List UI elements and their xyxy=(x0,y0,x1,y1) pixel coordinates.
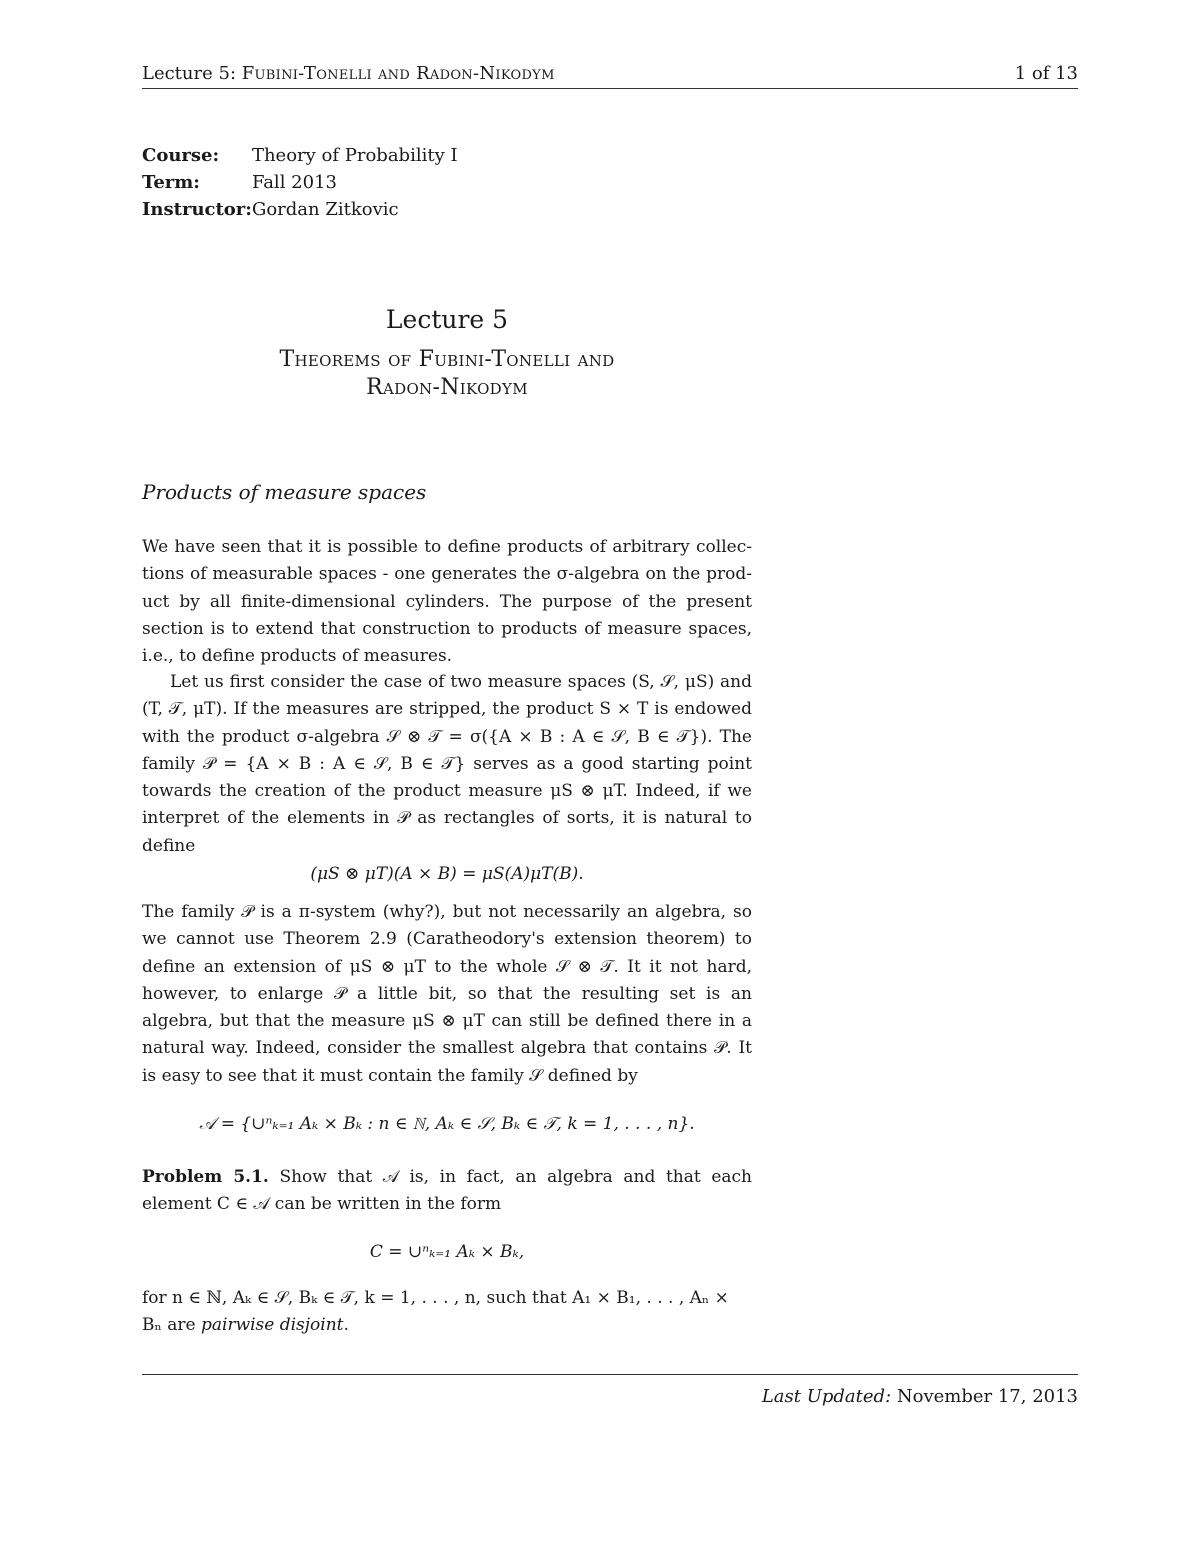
running-title xyxy=(142,60,555,88)
paragraph-3: The family 𝒫 is a π-system (why?), but not necessarily an algebra, so we cannot use Theorem 2.9 (Caratheodory's extension theorem) to define an extension of μS ⊗ μT to the whole 𝒮 ⊗ 𝒯. It it not hard, however, to enlarge 𝒫 a little bit, so that the resulting set is an algebra, but that the measure μS ⊗ μT can still be defined there in a natural way. Indeed, consider the smallest algebra that contains 𝒫. It is easy to see that it must contain the family 𝒮 defined by xyxy=(142,902,752,1086)
problem-text: Show that 𝒜 is, in fact, an algebra and that each element C ∈ 𝒜 can be written in the form xyxy=(142,1167,752,1215)
instructor-row xyxy=(142,196,458,223)
equation-disjoint-union: C = ∪ⁿₖ₌₁ Aₖ × Bₖ, xyxy=(369,1242,525,1262)
lecture-title xyxy=(142,346,752,402)
problem-label: Problem 5.1. xyxy=(142,1167,269,1187)
instructor-value: Gordan Zitkovic xyxy=(251,199,399,220)
course-info-table xyxy=(142,142,458,223)
paragraph-1: We have seen that it is possible to define products of arbitrary collections of measurable spaces - one generates the σ-algebra on the product by all finite-dimensional cylinders. The purpose of the present section is to extend that construction to products of measure spaces, i.e., to define products of measures. xyxy=(142,537,752,667)
running-title-prefix: Lecture 5: xyxy=(142,63,242,84)
problem-5-1 xyxy=(142,1164,752,1219)
paragraph-5-emphasis: pairwise disjoint xyxy=(200,1315,344,1336)
lecture-title-line-1: Theorems of Fubini-Tonelli and xyxy=(279,347,615,372)
equation-algebra-definition: 𝒜 = {∪ⁿₖ₌₁ Aₖ × Bₖ : n ∈ ℕ, Aₖ ∈ 𝒮, Bₖ ∈ 𝒯, k = 1, . . . , n}. xyxy=(199,1114,695,1134)
paragraph-2: Let us first consider the case of two measure spaces (S, 𝒮, μS) and (T, 𝒯, μT). If the measures are stripped, the product S × T is endowed with the product σ-algebra 𝒮 ⊗ 𝒯 = σ({A × B : A ∈ 𝒮, B ∈ 𝒯}). The family 𝒫 = {A × B : A ∈ 𝒮, B ∈ 𝒯} serves as a good starting point towards the creation of the product measure μS ⊗ μT. Indeed, if we interpret of the elements in 𝒫 as rectangles of sorts, it is natural to define xyxy=(142,672,752,856)
last-updated-date: November 17, 2013 xyxy=(891,1386,1078,1407)
title-block xyxy=(142,302,752,402)
course-value: Theory of Probability I xyxy=(251,145,458,166)
course-info xyxy=(142,142,458,223)
instructor-label: Instructor: xyxy=(142,199,252,220)
footer-rule xyxy=(142,1374,1078,1375)
running-header xyxy=(142,60,1078,89)
footer xyxy=(762,1383,1078,1411)
paragraph-5 xyxy=(142,1285,752,1340)
term-label: Term: xyxy=(142,172,200,193)
running-title-smallcaps: Fubini-Tonelli and Radon-Nikodym xyxy=(241,63,555,84)
lecture-title-line-2: Radon-Nikodym xyxy=(366,375,528,400)
paragraph-5-text: for n ∈ ℕ, Aₖ ∈ 𝒮, Bₖ ∈ 𝒯, k = 1, . . . , n, such that A₁ × B₁, . . . , Aₙ × Bₙ are xyxy=(142,1288,729,1336)
section-heading: Products of measure spaces xyxy=(142,480,427,504)
equation-product-measure: (μS ⊗ μT)(A × B) = μS(A)μT(B). xyxy=(310,864,584,884)
lecture-number: Lecture 5 xyxy=(385,305,509,334)
term-row xyxy=(142,169,458,196)
course-label: Course: xyxy=(142,145,220,166)
course-row xyxy=(142,142,458,169)
page-indicator: 1 of 13 xyxy=(1014,63,1078,84)
paragraph-5-end: . xyxy=(343,1315,349,1336)
last-updated-label: Last Updated: xyxy=(761,1386,892,1407)
term-value: Fall 2013 xyxy=(251,172,337,193)
